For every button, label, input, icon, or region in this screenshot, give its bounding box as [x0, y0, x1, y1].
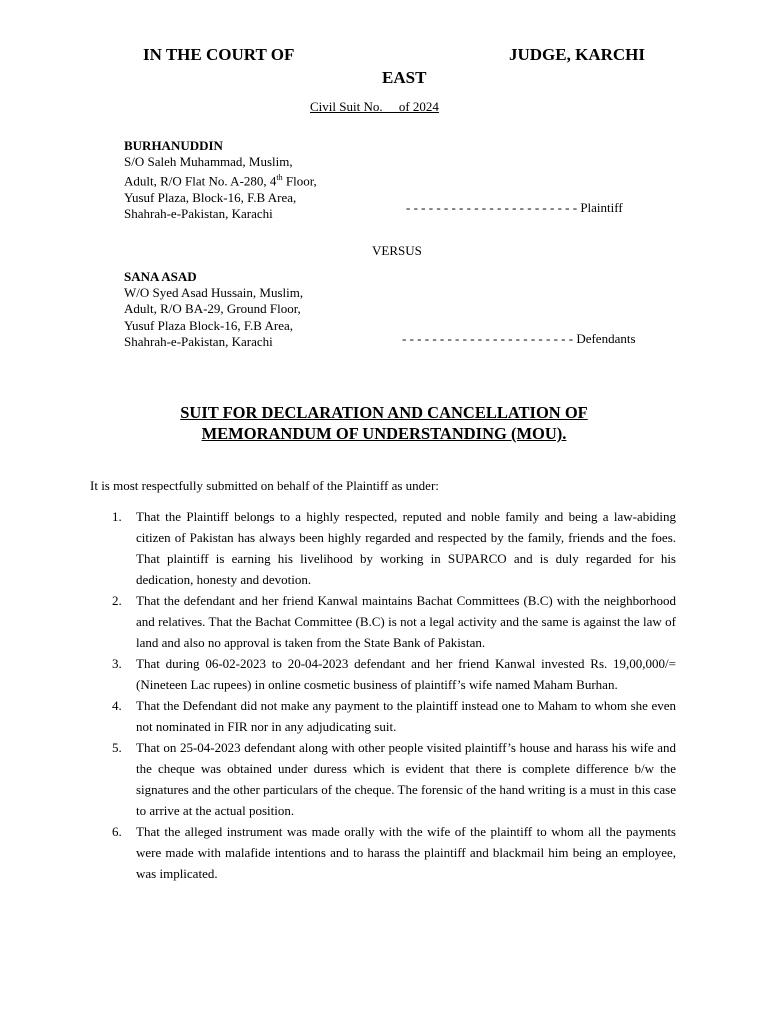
court-heading-right: JUDGE, KARCHI	[509, 45, 646, 64]
defendant-address-line: W/O Syed Asad Hussain, Muslim,	[124, 285, 304, 301]
defendant-block	[124, 269, 303, 350]
plaintiff-address-line: Yusuf Plaza, Block-16, F.B Area,	[124, 189, 297, 205]
paragraph-number: 4.	[112, 698, 122, 713]
paragraph-item	[90, 653, 676, 695]
paragraph-text: That the alleged instrument was made orally with the wife of the plaintiff to whom all the payments were made with malafide intentions and to harass the plaintiff and blackmail him being an employee, was implicated.	[136, 824, 676, 881]
paragraph-text: That the defendant and her friend Kanwal maintains Bachat Committees (B.C) with the neighborhood and relatives. That the Bachat Committee (B.C) is not a legal activity and the same is against the law of land and also no approval is taken from the State Bank of Pakistan.	[136, 593, 676, 650]
paragraph-item	[90, 737, 676, 821]
paragraph-item	[90, 506, 676, 590]
ordinal-suffix: th	[276, 173, 283, 183]
plaintiff-role: - - - - - - - - - - - - - - - - - - - - - - - Plaintiff	[406, 200, 623, 215]
suit-title-line: MEMORANDUM OF UNDERSTANDING (MOU).	[201, 424, 567, 443]
defendant-address-line: Yusuf Plaza Block-16, F.B Area,	[124, 317, 294, 333]
plaintiff-address-line: S/O Saleh Muhammad, Muslim,	[124, 154, 293, 170]
paragraph-number: 5.	[112, 740, 122, 755]
defendant-address-line: Shahrah-e-Pakistan, Karachi	[124, 333, 273, 349]
plaintiff-address-text: Adult, R/O Flat No. A-280, 4	[124, 173, 277, 189]
plaintiff-address-line	[124, 170, 317, 190]
plaintiff-address-line: Shahrah-e-Pakistan, Karachi	[124, 206, 273, 222]
defendant-name: SANA ASAD	[124, 269, 197, 284]
intro-text: It is most respectfully submitted on behalf of the Plaintiff as under:	[90, 478, 439, 493]
paragraph-number: 6.	[112, 824, 122, 839]
defendant-role: - - - - - - - - - - - - - - - - - - - - - - - Defendants	[402, 331, 636, 346]
civil-suit-number: Civil Suit No. of 2024	[310, 99, 439, 114]
paragraph-text: That the Defendant did not make any payment to the plaintiff instead one to Maham to whom she even not nominated in FIR nor in any adjudicating suit.	[136, 698, 676, 734]
paragraph-number: 2.	[112, 593, 122, 608]
plaintiff-block	[124, 138, 317, 222]
defendant-address-line: Adult, R/O BA-29, Ground Floor,	[124, 301, 301, 317]
paragraph-text: That on 25-04-2023 defendant along with other people visited plaintiff’s house and harass his wife and the cheque was obtained under duress which is evident that there is complete difference b/w the signatures and the other particulars of the cheque. The forensic of the hand writing is a must in this case to arrive at the actual position.	[136, 740, 676, 818]
paragraph-item	[90, 695, 676, 737]
plaintiff-name: BURHANUDDIN	[124, 138, 223, 153]
paragraph-list	[90, 506, 676, 884]
court-heading-east: EAST	[382, 68, 427, 87]
paragraph-text: That the Plaintiff belongs to a highly respected, reputed and noble family and being a law-abiding citizen of Pakistan has always been highly regarded and respected by the family, friends and the foes. That plaintiff is earning his livelihood by working in SUPARCO and is duly regarded for his dedication, honesty and devotion.	[136, 509, 676, 587]
plaintiff-address-text: Floor,	[282, 173, 317, 189]
paragraph-text: That during 06-02-2023 to 20-04-2023 defendant and her friend Kanwal invested Rs. 19,00,000/= (Nineteen Lac rupees) in online cosmetic business of plaintiff’s wife named Maham Burhan.	[136, 656, 676, 692]
paragraph-item	[90, 590, 676, 653]
paragraph-number: 1.	[112, 509, 122, 524]
suit-title	[100, 402, 668, 444]
court-heading-left: IN THE COURT OF	[143, 45, 295, 64]
paragraph-number: 3.	[112, 656, 122, 671]
suit-title-line: SUIT FOR DECLARATION AND CANCELLATION OF	[180, 403, 588, 422]
versus-label: VERSUS	[372, 243, 422, 258]
paragraph-item	[90, 821, 676, 884]
